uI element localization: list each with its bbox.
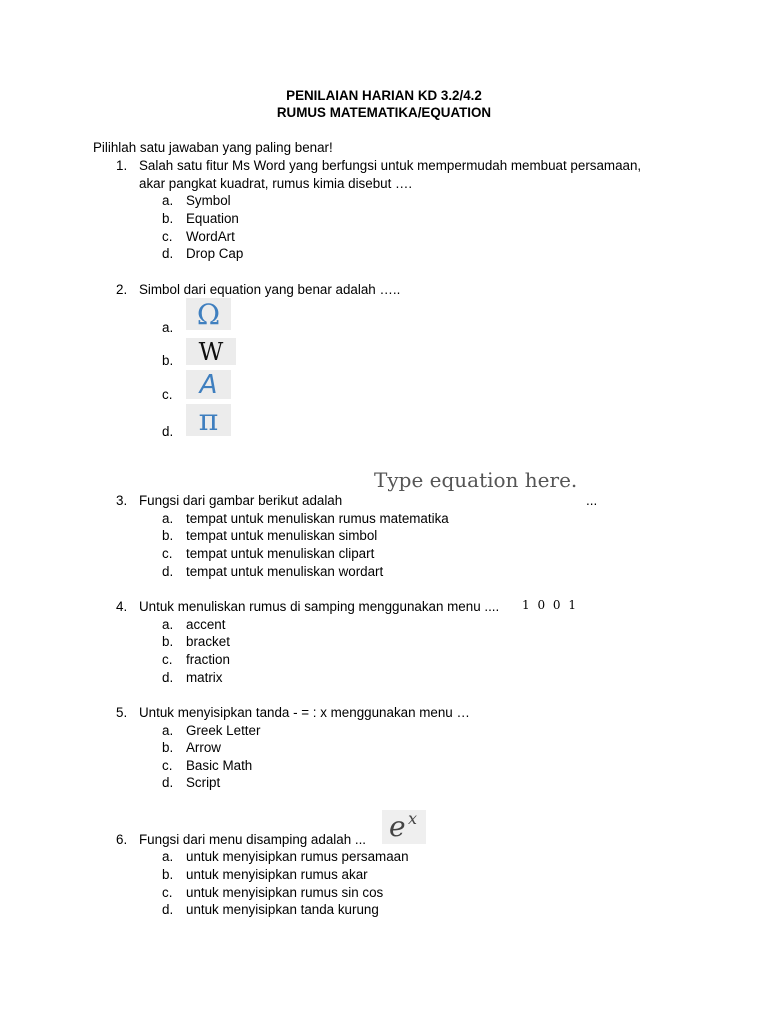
wordart-w-icon: W — [186, 338, 236, 365]
q6-option-letter: d. — [162, 902, 174, 917]
q6-option-letter: b. — [162, 867, 174, 882]
q5-option-letter: a. — [162, 723, 174, 738]
q6-option-b: untuk menyisipkan rumus akar — [186, 867, 368, 882]
exponent-icon — [382, 810, 426, 844]
q6-text: Fungsi dari menu disamping adalah ... — [139, 832, 367, 847]
q4-option-letter: b. — [162, 634, 174, 649]
q4-option-a: accent — [186, 617, 226, 632]
q2-option-letter: a. — [162, 320, 174, 335]
q2-text: Simbol dari equation yang benar adalah ….. — [139, 282, 401, 297]
q5-number: 5. — [116, 705, 128, 720]
q3-text: Fungsi dari gambar berikut adalah — [139, 493, 343, 508]
q4-option-letter: d. — [162, 670, 174, 685]
q1-number: 1. — [116, 158, 128, 173]
q3-option-letter: a. — [162, 511, 174, 526]
q5-option-a: Greek Letter — [186, 723, 261, 738]
q5-option-letter: c. — [162, 758, 173, 773]
q1-option-d: Drop Cap — [186, 246, 244, 261]
page-subtitle: RUMUS MATEMATIKA/EQUATION — [276, 105, 492, 120]
q1-text-line2: akar pangkat kuadrat, rumus kimia disebut …. — [139, 176, 413, 191]
q6-option-d: untuk menyisipkan tanda kurung — [186, 902, 379, 917]
q4-number: 4. — [116, 599, 128, 614]
q5-option-d: Script — [186, 775, 221, 790]
q1-option-letter: b. — [162, 211, 174, 226]
q1-text-line1: Salah satu fitur Ms Word yang berfungsi untuk mempermudah membuat persamaan, — [139, 158, 642, 173]
matrix-formula: 1 0 0 1 — [522, 598, 578, 612]
instruction: Pilihlah satu jawaban yang paling benar! — [93, 140, 333, 155]
q2-number: 2. — [116, 282, 128, 297]
q4-option-letter: c. — [162, 652, 173, 667]
q2-option-letter: c. — [162, 387, 173, 402]
q4-option-b: bracket — [186, 634, 230, 649]
q3-option-c: tempat untuk menuliskan clipart — [186, 546, 375, 561]
q5-option-c: Basic Math — [186, 758, 253, 773]
q6-option-c: untuk menyisipkan rumus sin cos — [186, 885, 384, 900]
page-title: PENILAIAN HARIAN KD 3.2/4.2 — [286, 88, 482, 103]
q4-option-d: matrix — [186, 670, 223, 685]
q1-option-letter: a. — [162, 193, 174, 208]
wordart-a-icon: A — [186, 370, 231, 399]
q1-option-letter: c. — [162, 229, 173, 244]
q5-option-letter: d. — [162, 775, 174, 790]
q3-ellipsis: ... — [586, 493, 598, 508]
q5-option-letter: b. — [162, 740, 174, 755]
q3-option-letter: b. — [162, 528, 174, 543]
q1-option-c: WordArt — [186, 229, 235, 244]
q6-option-a: untuk menyisipkan rumus persamaan — [186, 849, 409, 864]
q4-option-c: fraction — [186, 652, 230, 667]
q6-option-letter: a. — [162, 849, 174, 864]
equation-placeholder: Type equation here. — [374, 468, 578, 492]
q3-option-letter: d. — [162, 564, 174, 579]
omega-icon: Ω — [186, 298, 231, 330]
q1-option-a: Symbol — [186, 193, 231, 208]
q4-text: Untuk menuliskan rumus di samping menggunakan menu .... — [139, 599, 500, 614]
q6-number: 6. — [116, 832, 128, 847]
q3-option-letter: c. — [162, 546, 173, 561]
q2-option-letter: d. — [162, 424, 174, 439]
q5-text: Untuk menyisipkan tanda - = : x menggunakan menu … — [139, 705, 470, 720]
q3-number: 3. — [116, 493, 128, 508]
q5-option-b: Arrow — [186, 740, 221, 755]
q3-option-a: tempat untuk menuliskan rumus matematika — [186, 511, 449, 526]
q4-option-letter: a. — [162, 617, 174, 632]
exponent-base: e — [389, 810, 406, 843]
q6-option-letter: c. — [162, 885, 173, 900]
q3-option-d: tempat untuk menuliskan wordart — [186, 564, 384, 579]
pi-icon: π — [186, 404, 231, 436]
q2-option-letter: b. — [162, 353, 174, 368]
q1-option-letter: d. — [162, 246, 174, 261]
q1-option-b: Equation — [186, 211, 239, 226]
exponent-power: x — [408, 809, 418, 828]
q3-option-b: tempat untuk menuliskan simbol — [186, 528, 378, 543]
